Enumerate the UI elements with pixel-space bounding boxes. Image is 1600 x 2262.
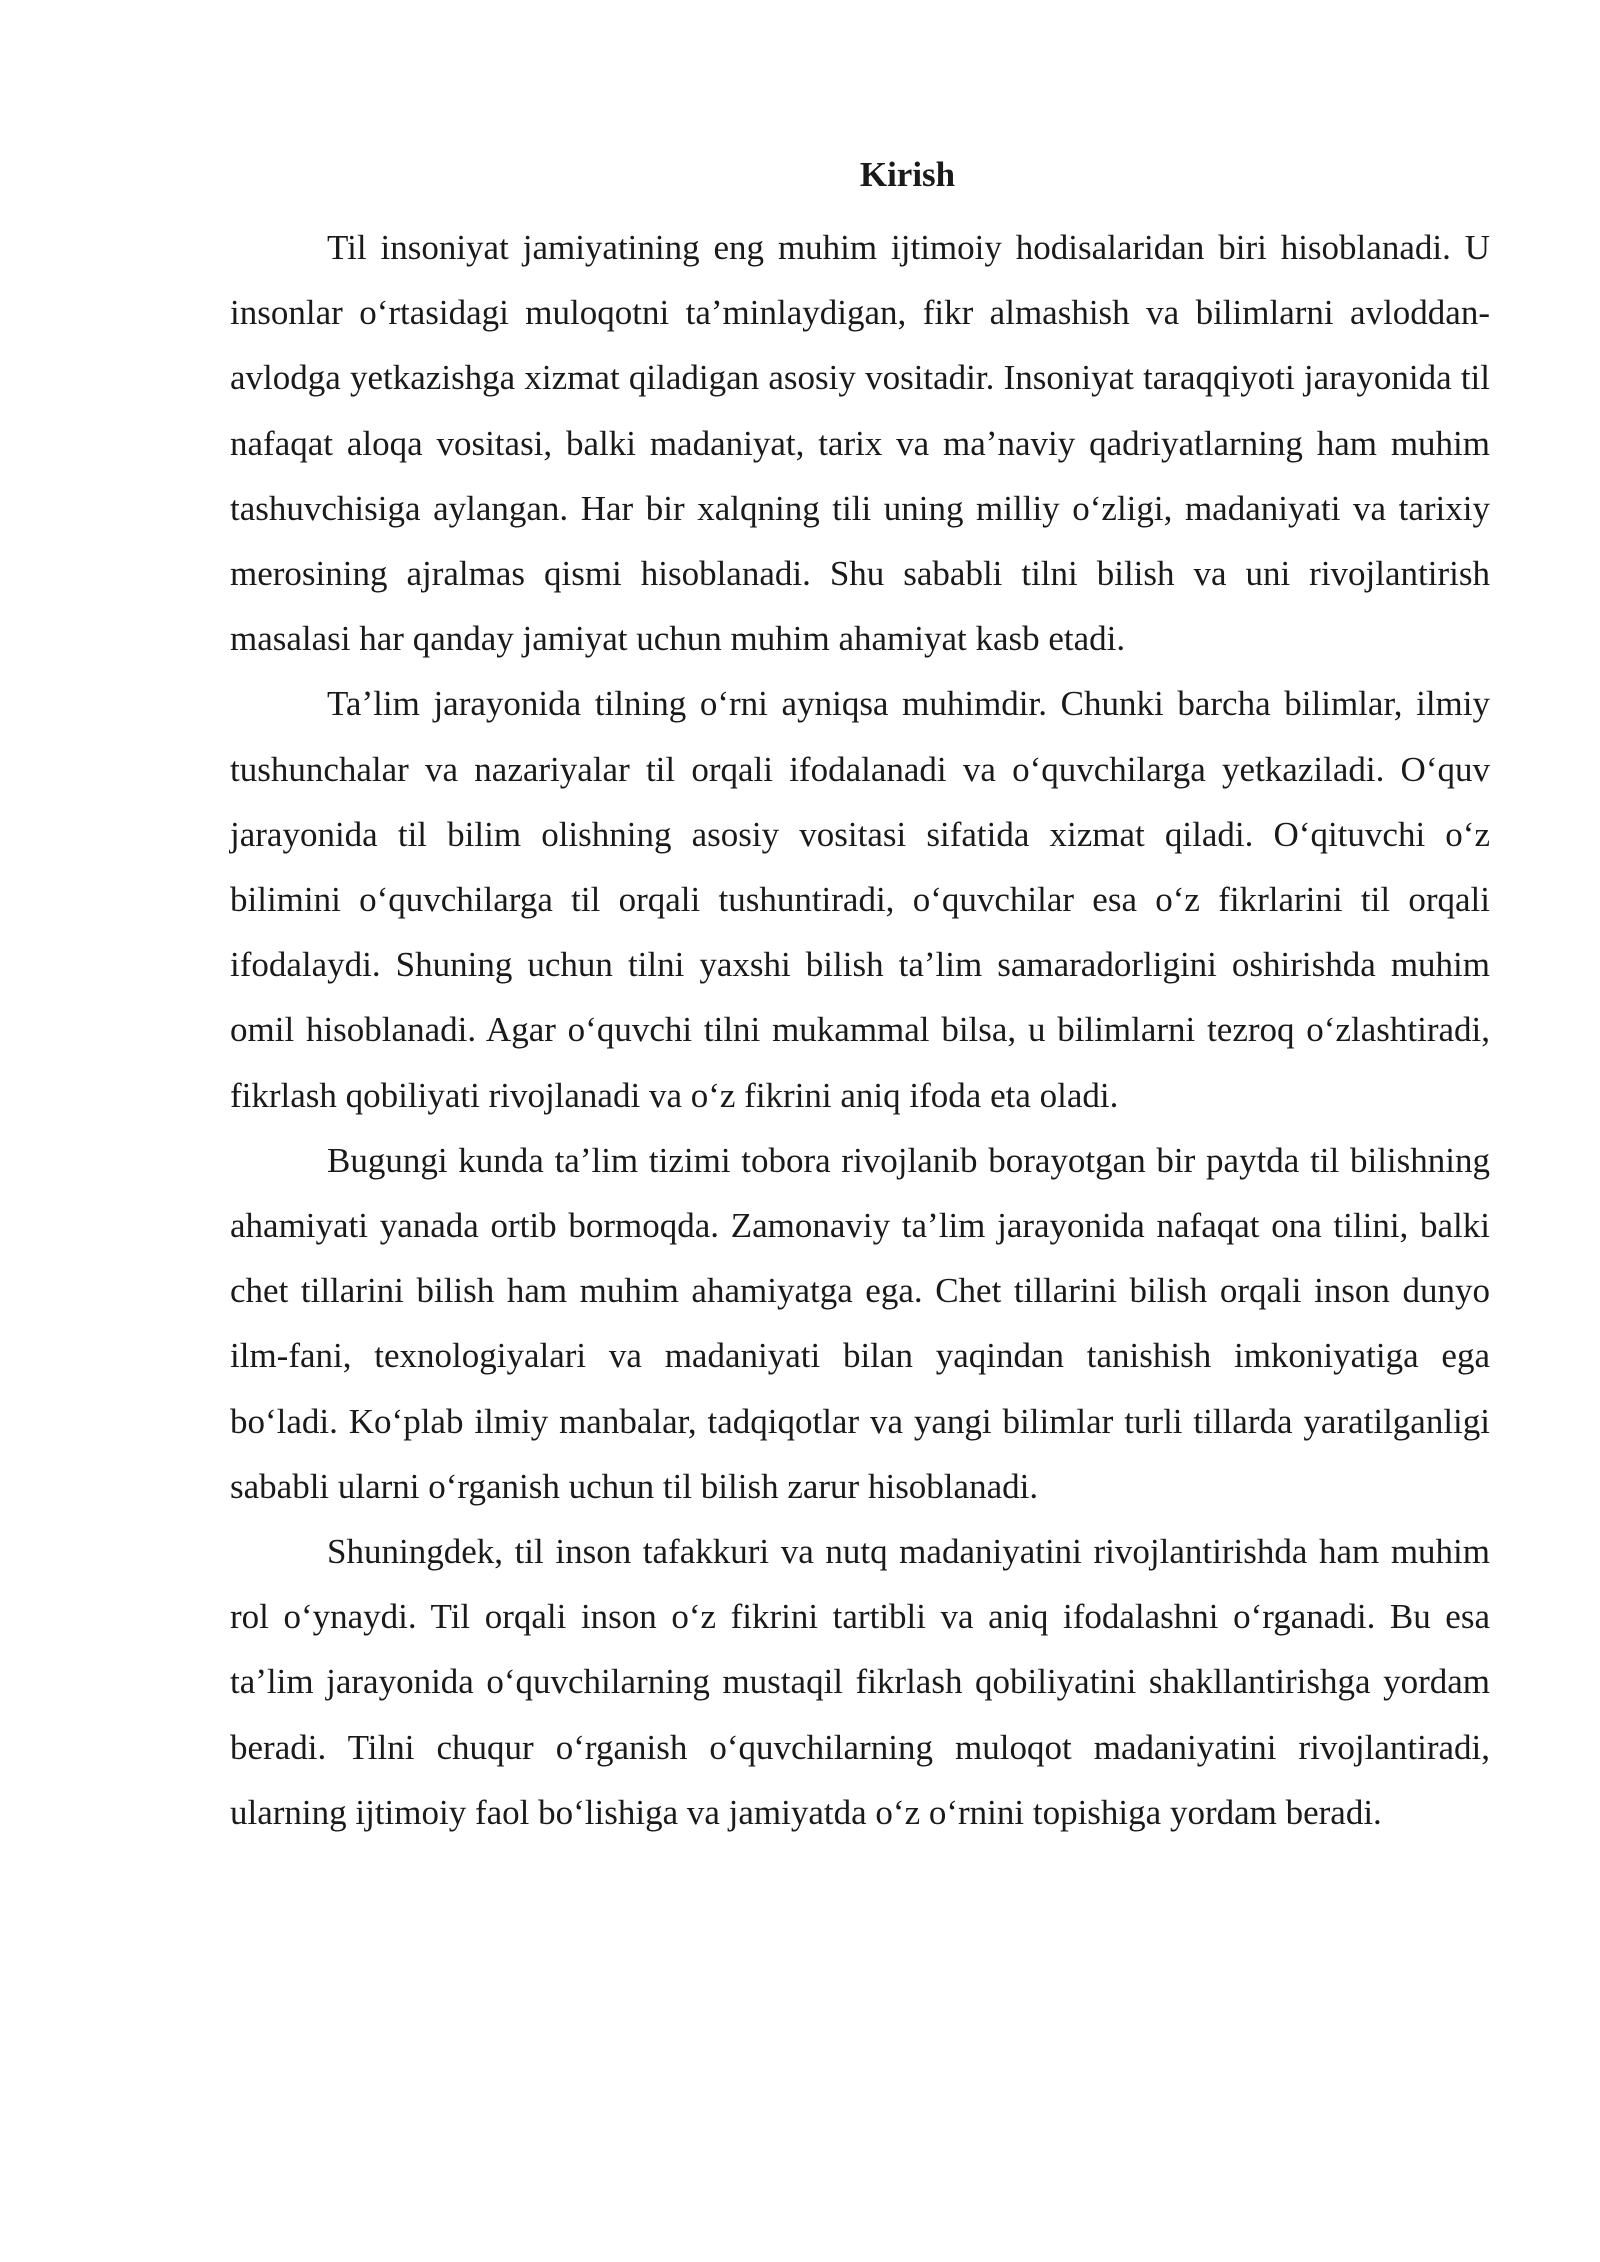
paragraph-4: Shuningdek, til inson tafakkuri va nutq madaniyatini rivojlantirishda ham muhim rol oʻynaydi. Til orqali inson oʻz fikrini tartibli va aniq ifodalashni oʻrganadi. Bu esa taʼlim jarayonida oʻquvchilarning mustaqil fikrlash qobiliyatini shakllantirishga yordam beradi. Tilni chuqur oʻrganish oʻquvchilarning muloqot madaniyatini rivojlantiradi, ularning ijtimoiy faol boʻlishiga va jamiyatda oʻz oʻrnini topishiga yordam beradi. (230, 1532, 1490, 1832)
document-title: Kirish (859, 155, 956, 194)
document-body (230, 150, 1490, 1845)
paragraph-1: Til insoniyat jamiyatining eng muhim ijtimoiy hodisalaridan biri hisoblanadi. U insonlar oʻrtasidagi muloqotni taʼminlaydigan, fikr almashish va bilimlarni avloddan-avlodga yetkazishga xizmat qiladigan asosiy vositadir. Insoniyat taraqqiyoti jarayonida til nafaqat aloqa vositasi, balki madaniyat, tarix va maʼnaviy qadriyatlarning ham muhim tashuvchisiga aylangan. Har bir xalqning tili uning milliy oʻzligi, madaniyati va tarixiy merosining ajralmas qismi hisoblanadi. Shu sababli tilni bilish va uni rivojlantirish masalasi har qanday jamiyat uchun muhim ahamiyat kasb etadi. (230, 228, 1490, 659)
paragraph-3: Bugungi kunda taʼlim tizimi tobora rivojlanib borayotgan bir paytda til bilishning ahamiyati yanada ortib bormoqda. Zamonaviy taʼlim jarayonida nafaqat ona tilini, balki chet tillarini bilish ham muhim ahamiyatga ega. Chet tillarini bilish orqali inson dunyo ilm-fani, texnologiyalari va madaniyati bilan yaqindan tanishish imkoniyatiga ega boʻladi. Koʻplab ilmiy manbalar, tadqiqotlar va yangi bilimlar turli tillarda yaratilganligi sababli ularni oʻrganish uchun til bilish zarur hisoblanadi. (230, 1140, 1490, 1506)
paragraph-2: Taʼlim jarayonida tilning oʻrni ayniqsa muhimdir. Chunki barcha bilimlar, ilmiy tushunchalar va nazariyalar til orqali ifodalanadi va oʻquvchilarga yetkaziladi. Oʻquv jarayonida til bilim olishning asosiy vositasi sifatida xizmat qiladi. Oʻqituvchi oʻz bilimini oʻquvchilarga til orqali tushuntiradi, oʻquvchilar esa oʻz fikrlarini til orqali ifodalaydi. Shuning uchun tilni yaxshi bilish taʼlim samaradorligini oshirishda muhim omil hisoblanadi. Agar oʻquvchi tilni mukammal bilsa, u bilimlarni tezroq oʻzlashtiradi, fikrlash qobiliyati rivojlanadi va oʻz fikrini aniq ifoda eta oladi. (230, 684, 1490, 1115)
